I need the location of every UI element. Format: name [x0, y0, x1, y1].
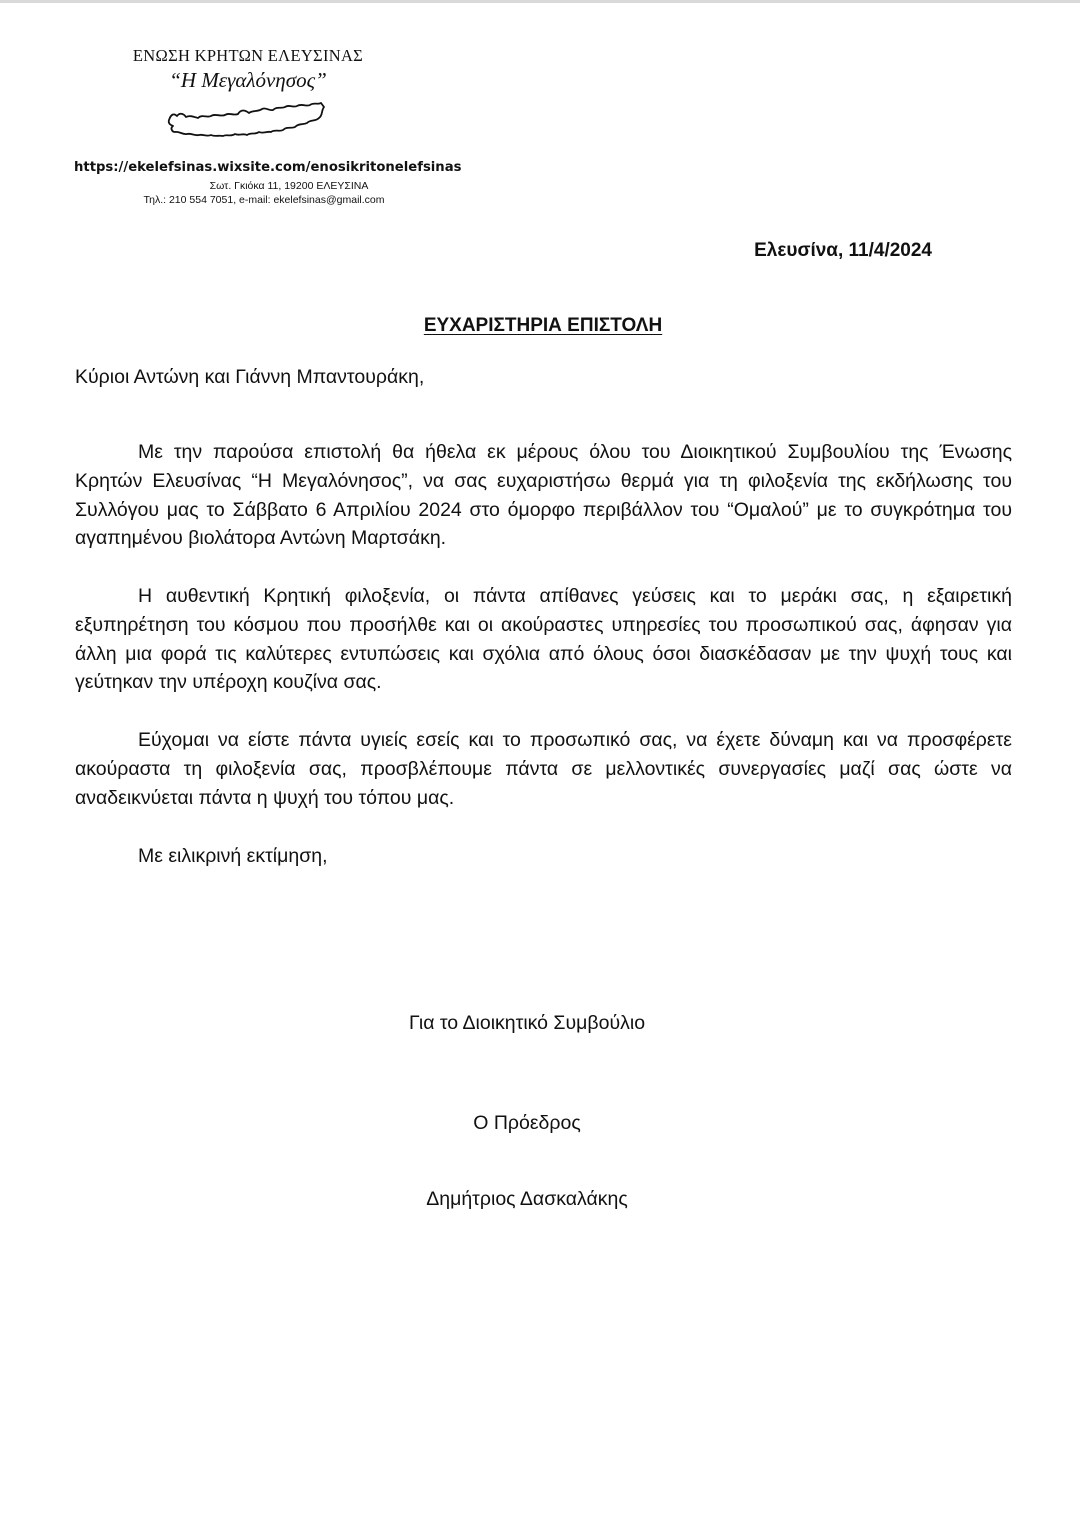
page-top-edge: [0, 0, 1080, 3]
org-contact: Τηλ.: 210 554 7051, e-mail: ekelefsinas@gmail.com: [143, 194, 385, 206]
letter-date: Ελευσίνα, 11/4/2024: [754, 240, 932, 261]
letter-closing: Με ειλικρινή εκτίμηση,: [138, 845, 328, 867]
signature-role: Ο Πρόεδρος: [473, 1112, 581, 1134]
signature-name: Δημήτριος Δασκαλάκης: [426, 1188, 628, 1210]
org-website-link[interactable]: https://ekelefsinas.wixsite.com/enosikritonelefsinas: [74, 160, 462, 175]
letter-paragraph: Εύχομαι να είστε πάντα υγιείς εσείς και το προσωπικό σας, να έχετε δύναμη και να προσφέρετε ακούραστα τη φιλοξενία σας, προσβλέπουμε πάντα σε μελλοντικές συνεργασίες μαζί σας ώστε να αναδεικνύεται πάντα η ψυχή του τόπου μας.: [75, 729, 1012, 809]
letter-paragraph: Με την παρούσα επιστολή θα ήθελα εκ μέρους όλου του Διοικητικού Συμβουλίου της Ένωσης Κρητών Ελευσίνας “Η Μεγαλόνησος”, να σας ευχαριστήσω θερμά για τη φιλοξενία της εκδήλωσης του Συλλόγου μας το Σάββατο 6 Απριλίου 2024 στο όμορφο περιβάλλον του “Ομαλού” με το συγκρότημα του αγαπημένου βιολάτορα Αντώνη Μαρτσάκη.: [75, 441, 1012, 550]
letter-salutation: Κύριοι Αντώνη και Γιάννη Μπαντουράκη,: [75, 366, 425, 388]
org-name: ΕΝΩΣΗ ΚΡΗΤΩΝ ΕΛΕΥΣΙΝΑΣ: [132, 46, 364, 65]
org-address: Σωτ. Γκιόκα 11, 19200 ΕΛΕΥΣΙΝΑ: [209, 180, 369, 192]
org-subtitle: “Η Μεγαλόνησος”: [169, 68, 327, 92]
signature-on-behalf: Για το Διοικητικό Συμβούλιο: [408, 1012, 646, 1034]
letter-paragraph: Η αυθεντική Κρητική φιλοξενία, οι πάντα απίθανες γεύσεις και το μεράκι σας, η εξαιρετική εξυπηρέτηση του κόσμου που προσήλθε και οι ακούραστες υπηρεσίες του προσωπικού σας, άφησαν για άλλη μια φορά τις καλύτερες εντυπώσεις και σχόλια από όλους όσοι διασκέδασαν με την ψυχή τους και γεύτηκαν την υπέροχη κουζίνα σας.: [75, 585, 1012, 694]
letter-heading: ΕΥΧΑΡΙΣΤΗΡΙΑ ΕΠΙΣΤΟΛΗ: [423, 315, 663, 336]
crete-island-outline-icon: [165, 98, 327, 146]
